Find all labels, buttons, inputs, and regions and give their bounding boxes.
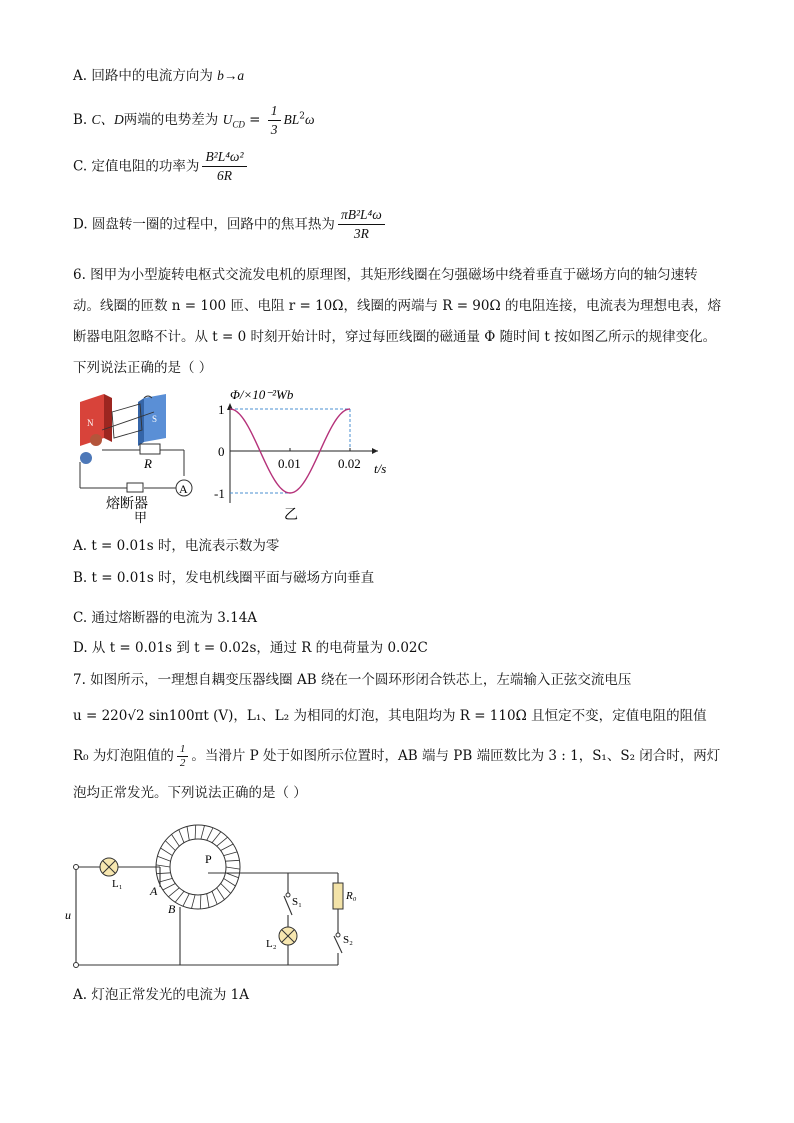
q6-stem-line-1: 6. 图甲为小型旋转电枢式交流发电机的原理图，其矩形线圈在匀强磁场中绕着垂直于磁场方向的轴匀速转 [73, 267, 698, 283]
q6-option-b: B. t = 0.01s 时，发电机线圈平面与磁场方向垂直 [73, 570, 375, 586]
svg-text:A: A [150, 884, 158, 898]
lamp-l1 [100, 858, 118, 876]
winding-turn [163, 884, 176, 891]
resistor-r [140, 444, 160, 454]
q6-stem-line-3: 断器电阻忽略不计。从 t = 0 时刻开始计时，穿过每匝线圈的磁通量 Φ 随时间 t 按如图乙所示的规律变化。 [73, 329, 717, 345]
fuse [127, 483, 143, 492]
winding-turn [207, 828, 213, 841]
slip-ring-2 [80, 452, 92, 464]
terminal-top [74, 865, 79, 870]
winding-turn [212, 891, 217, 904]
q6-figure-yi-chart [206, 385, 406, 525]
winding-turn [157, 856, 170, 861]
x-tick-label: 0.02 [338, 456, 361, 471]
resistor-r0 [333, 883, 343, 909]
q6-option-a: A. t = 0.01s 时，电流表示数为零 [73, 538, 280, 554]
svg-text:u: u [65, 908, 71, 922]
winding-turn [226, 867, 240, 869]
y-tick-label: 0 [218, 444, 225, 459]
toroid-core [156, 825, 240, 909]
q5-option-c: C. 定值电阻的功率为 $\frac{\text{B²L⁴ω²}}{6R}$ [73, 148, 250, 185]
q7-fraction-half: $\frac{1}{2}$ [177, 743, 189, 770]
svg-text:S₂: S₂ [343, 934, 353, 946]
q7-stem-line-3: R₀ 为灯泡阻值的 $\frac{1}{2}$ 。当滑片 P 处于如图所示位置时，AB 端与 PB 端匝数比为 3 : 1，S₁、S₂ 闭合时，两灯 [73, 743, 721, 769]
winding-turn [212, 832, 221, 843]
y-tick-label: 1 [218, 402, 225, 417]
winding-turn [161, 848, 173, 856]
slip-ring-1 [90, 434, 102, 446]
switch-s2-contact [336, 933, 340, 937]
q6-figure-jia [72, 390, 202, 525]
magnet-s [138, 394, 166, 446]
winding-turn [200, 895, 201, 909]
winding-turn [179, 830, 184, 843]
x-axis-arrow [372, 448, 378, 454]
q6-option-d: D. 从 t = 0.01s 到 t = 0.02s，通过 R 的电荷量为 0.02C [73, 640, 428, 656]
x-tick-label: 0.01 [278, 456, 301, 471]
svg-text:L₂: L₂ [266, 938, 277, 950]
q6-option-c: C. 通过熔断器的电流为 3.14A [73, 610, 258, 626]
q7-stem-line-1: 7. 如图所示，一理想自耦变压器线圈 AB 绕在一个圆环形闭合铁芯上，左端输入正弦交流电压 [73, 672, 632, 688]
svg-text:甲: 甲 [134, 510, 148, 525]
terminal-bottom [74, 963, 79, 968]
svg-text:R₀: R₀ [346, 890, 357, 902]
q6-stem-line-2: 动。线圈的匝数 n = 100 匝、电阻 r = 10Ω，线圈的两端与 R = 90Ω 的电阻连接，电流表为理想电表，熔 [73, 298, 721, 314]
chart-xlabel: t/s [374, 461, 387, 476]
chart-caption: 乙 [284, 508, 298, 523]
q5-option-b-fraction: $\frac{1}{3}$ [268, 102, 281, 139]
svg-text:P: P [205, 852, 212, 866]
svg-text:R: R [144, 456, 152, 471]
q5-option-d-fraction: $\frac{\text{πB²L⁴ω}}{3R}$ [338, 206, 385, 243]
circuit-wires [80, 450, 184, 488]
svg-text:A: A [179, 482, 188, 496]
winding-turn [165, 841, 175, 851]
winding-turn [221, 844, 234, 851]
winding-turn [183, 894, 189, 907]
winding-turn [157, 873, 171, 874]
svg-text:S₁: S₁ [292, 896, 302, 908]
winding-turn [224, 878, 236, 886]
winding-turn [159, 878, 173, 882]
q7-stem-line-2: u = 220√2 sin100πt (V)，L₁、L₂ 为相同的灯泡，其电阻均为 R = 110Ω 且恒定不变，定值电阻的阻值 [73, 708, 707, 724]
winding-turn [192, 895, 196, 909]
winding-turn [217, 888, 225, 900]
svg-text:L₁: L₁ [112, 878, 123, 890]
q5-option-c-fraction: $\frac{\text{B²L⁴ω²}}{6R}$ [202, 148, 246, 185]
lamp-l2 [279, 927, 297, 945]
winding-turn [225, 860, 239, 861]
q7-option-a: A. 灯泡正常发光的电流为 1A [73, 987, 249, 1003]
y-tick-label: -1 [214, 486, 225, 501]
winding-turn [207, 894, 209, 908]
winding-turn [201, 826, 205, 840]
svg-text:N: N [87, 418, 94, 428]
chart-ylabel: Φ/×10⁻²Wb [230, 387, 294, 402]
svg-text:B: B [168, 902, 176, 916]
svg-text:S: S [152, 414, 158, 424]
q5-option-a: A. 回路中的电流方向为 b→a [73, 68, 245, 84]
winding-turn [168, 888, 179, 897]
winding-turn [217, 837, 228, 846]
winding-turn [221, 884, 231, 894]
svg-text:熔断器: 熔断器 [106, 497, 148, 512]
q5-option-b: B. C、D两端的电势差为 $U_{CD}$ = $\frac{1}{3}$ $BL^2\omega$ [73, 103, 315, 137]
winding-turn [172, 834, 180, 846]
winding-turn [187, 827, 189, 841]
q6-stem-line-4: 下列说法正确的是（ ） [73, 360, 213, 376]
switch-s1-contact [286, 893, 290, 897]
winding-turn [175, 891, 184, 902]
winding-turn [195, 825, 196, 839]
winding-turn [224, 852, 238, 856]
q7-stem-line-4: 泡均正常发光。下列说法正确的是（ ） [73, 785, 307, 801]
q7-circuit-figure [65, 815, 368, 975]
q5-option-d: D. 圆盘转一圈的过程中，回路中的焦耳热为 $\frac{\text{πB²L⁴ω}}{3R}$ [73, 206, 388, 243]
